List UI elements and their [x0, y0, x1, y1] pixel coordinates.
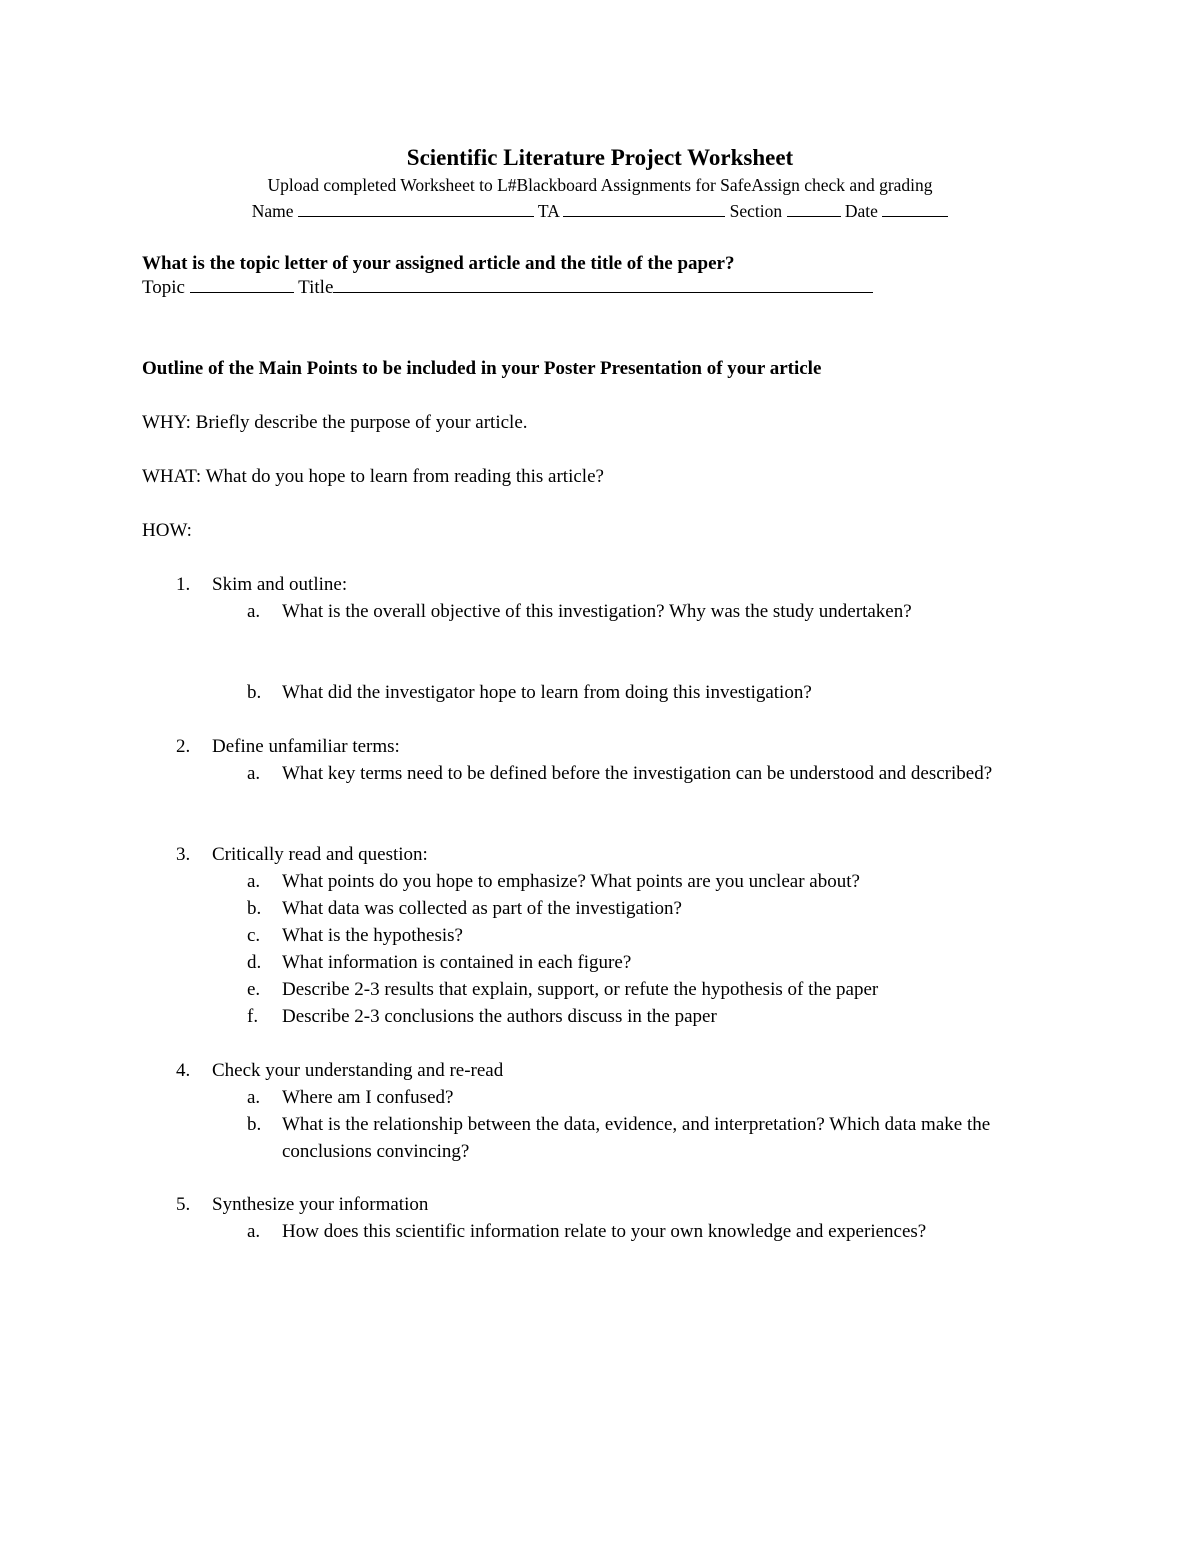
- sub-item: [247, 949, 1067, 976]
- why-prompt: WHY: Briefly describe the purpose of your article.: [142, 412, 528, 433]
- sub-text: What data was collected as part of the investigation?: [282, 898, 682, 919]
- how-prompt: HOW:: [142, 520, 192, 541]
- list-item: [176, 571, 347, 598]
- sub-letter: a.: [247, 601, 261, 622]
- sub-letter: d.: [247, 952, 262, 973]
- sub-item: [247, 922, 1067, 949]
- student-info-line: [0, 198, 1200, 224]
- topic-label: Topic: [142, 277, 185, 298]
- ta-field[interactable]: [563, 199, 725, 217]
- topic-field[interactable]: [190, 275, 294, 293]
- sub-text: Describe 2-3 conclusions the authors discuss in the paper: [282, 1006, 717, 1027]
- sub-item: [247, 1003, 1067, 1030]
- upload-instructions: Upload completed Worksheet to L#Blackboard Assignments for SafeAssign check and grading: [267, 175, 933, 195]
- sub-text: What did the investigator hope to learn from doing this investigation?: [282, 682, 812, 703]
- paper-title-field[interactable]: [333, 275, 873, 293]
- sub-item: [247, 895, 1067, 922]
- sub-letter: a.: [247, 871, 261, 892]
- page-title: Scientific Literature Project Worksheet: [406, 145, 794, 170]
- list-label: Skim and outline:: [212, 574, 348, 595]
- sub-item: [247, 868, 1067, 895]
- sub-item: [247, 1084, 1067, 1111]
- sub-item: [247, 760, 1067, 787]
- sub-item: [247, 1111, 1067, 1165]
- list-number: 4.: [176, 1060, 191, 1081]
- name-label: Name: [251, 201, 294, 221]
- section-label: Section: [729, 201, 783, 221]
- list-label: Define unfamiliar terms:: [212, 736, 400, 757]
- sub-letter: b.: [247, 898, 262, 919]
- list-item: [176, 841, 428, 868]
- sub-letter: a.: [247, 1087, 261, 1108]
- sub-letter: c.: [247, 925, 261, 946]
- sub-item: [247, 1218, 1067, 1245]
- sub-item: [247, 679, 1067, 706]
- title-label: Title: [298, 277, 334, 298]
- sub-text: Describe 2-3 results that explain, support, or refute the hypothesis of the paper: [282, 979, 879, 1000]
- sub-text: Where am I confused?: [282, 1087, 454, 1108]
- list-label: Check your understanding and re-read: [212, 1060, 504, 1081]
- sub-letter: a.: [247, 763, 261, 784]
- sub-text: What is the hypothesis?: [282, 925, 463, 946]
- section-field[interactable]: [787, 199, 841, 217]
- what-prompt: WHAT: What do you hope to learn from reading this article?: [142, 466, 604, 487]
- list-number: 3.: [176, 844, 191, 865]
- list-label: Critically read and question:: [212, 844, 428, 865]
- sub-letter: b.: [247, 682, 262, 703]
- list-label: Synthesize your information: [212, 1194, 429, 1215]
- list-number: 2.: [176, 736, 191, 757]
- list-item: [176, 733, 400, 760]
- list-number: 5.: [176, 1194, 191, 1215]
- sub-item: [247, 598, 1067, 625]
- date-field[interactable]: [882, 199, 948, 217]
- sub-text: What information is contained in each figure?: [282, 952, 632, 973]
- date-label: Date: [844, 201, 878, 221]
- name-field[interactable]: [298, 199, 534, 217]
- sub-text: What points do you hope to emphasize? What points are you unclear about?: [282, 871, 860, 892]
- topic-title-line: [142, 274, 873, 301]
- outline-heading: Outline of the Main Points to be included in your Poster Presentation of your article: [142, 358, 822, 379]
- list-item: [176, 1057, 503, 1084]
- sub-text: What is the relationship between the data, evidence, and interpretation? Which data make the conclusions convincing?: [282, 1114, 991, 1162]
- list-item: [176, 1191, 428, 1218]
- ta-label: TA: [537, 201, 559, 221]
- list-number: 1.: [176, 574, 191, 595]
- sub-letter: a.: [247, 1221, 261, 1242]
- sub-text: What is the overall objective of this investigation? Why was the study undertaken?: [282, 601, 912, 622]
- sub-letter: b.: [247, 1114, 262, 1135]
- sub-item: [247, 976, 1067, 1003]
- topic-question: What is the topic letter of your assigned article and the title of the paper?: [142, 253, 735, 274]
- sub-letter: f.: [247, 1006, 259, 1027]
- sub-letter: e.: [247, 979, 261, 1000]
- sub-text: How does this scientific information relate to your own knowledge and experiences?: [282, 1221, 927, 1242]
- sub-text: What key terms need to be defined before the investigation can be understood and described?: [282, 763, 993, 784]
